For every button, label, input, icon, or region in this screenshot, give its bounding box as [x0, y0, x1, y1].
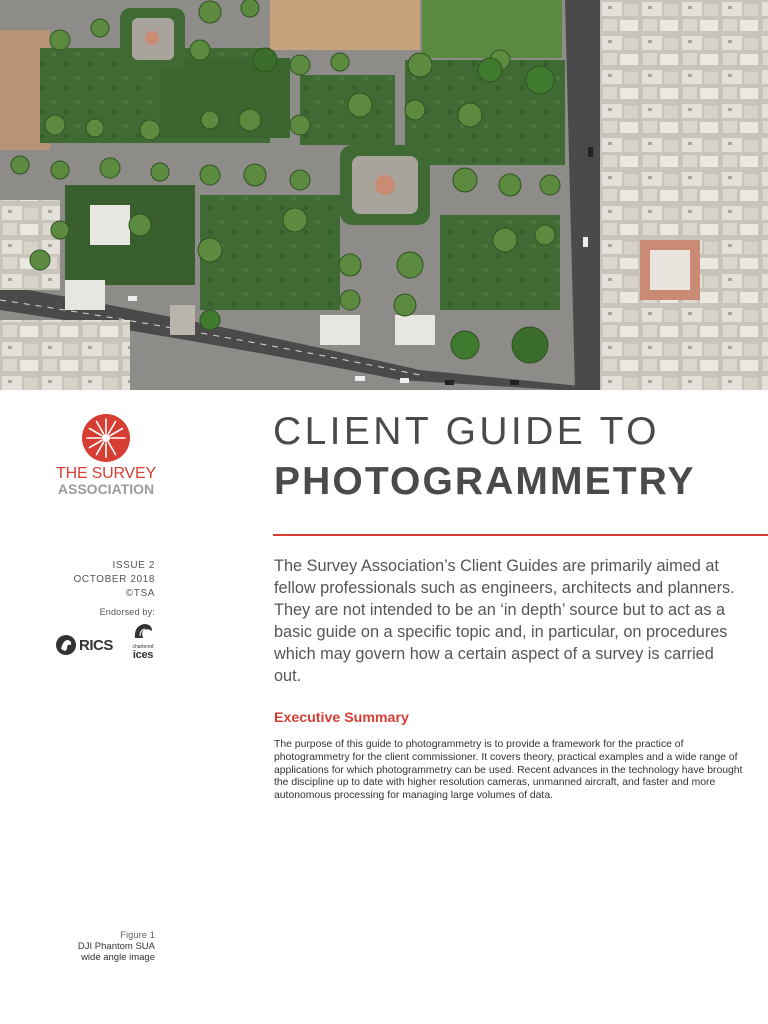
intro-paragraph: The Survey Association’s Client Guides are primarily aimed at fellow professionals such as engineers, architects and planners. They are not intended to be an ‘in depth’ source but to act as a basic guide on a specific topic and, in particular, on procedures which may govern how a certain aspect of a survey is carried out. — [274, 557, 735, 685]
title-line-2: PHOTOGRAMMETRY — [274, 460, 696, 503]
ices-text: ices — [132, 649, 154, 661]
endorsed-by-label: Endorsed by: — [99, 607, 155, 617]
title-line-1: CLIENT GUIDE TO — [273, 410, 660, 453]
executive-summary-body: The purpose of this guide to photogrammetry is to provide a framework for the practice of photogrammetry for the client commissioner. It covers theory, practical examples and a wide range of applications for which photogrammetry can be used. Recent advances in the technology have brought the discipline up to date with higher resolution cameras, unmanned aircraft, and faster and more autonomous processing for managing large volumes of data. — [274, 739, 743, 802]
logo-line-1: THE SURVEY — [56, 465, 156, 482]
issue-number: ISSUE 2 — [112, 560, 155, 571]
executive-summary-heading: Executive Summary — [274, 710, 409, 726]
aerial-photo — [0, 0, 768, 390]
ices-crest-icon — [132, 622, 154, 640]
rics-logo — [55, 633, 113, 657]
issue-date: OCTOBER 2018 — [73, 574, 155, 585]
starburst-circle-icon — [81, 413, 131, 463]
figure-caption-line-2: wide angle image — [81, 952, 155, 963]
ices-chartered-text: chartered — [132, 644, 154, 650]
figure-label: Figure 1 — [120, 930, 155, 941]
figure-caption-line-1: DJI Phantom SUA — [77, 941, 155, 952]
logo-line-2: ASSOCIATION — [57, 481, 155, 497]
copyright: ©TSA — [125, 588, 155, 599]
rics-text: RICS — [79, 636, 113, 654]
ices-logo — [128, 622, 158, 660]
survey-association-logo — [55, 413, 157, 497]
title-divider — [273, 534, 768, 536]
rics-lion-icon — [55, 634, 77, 656]
